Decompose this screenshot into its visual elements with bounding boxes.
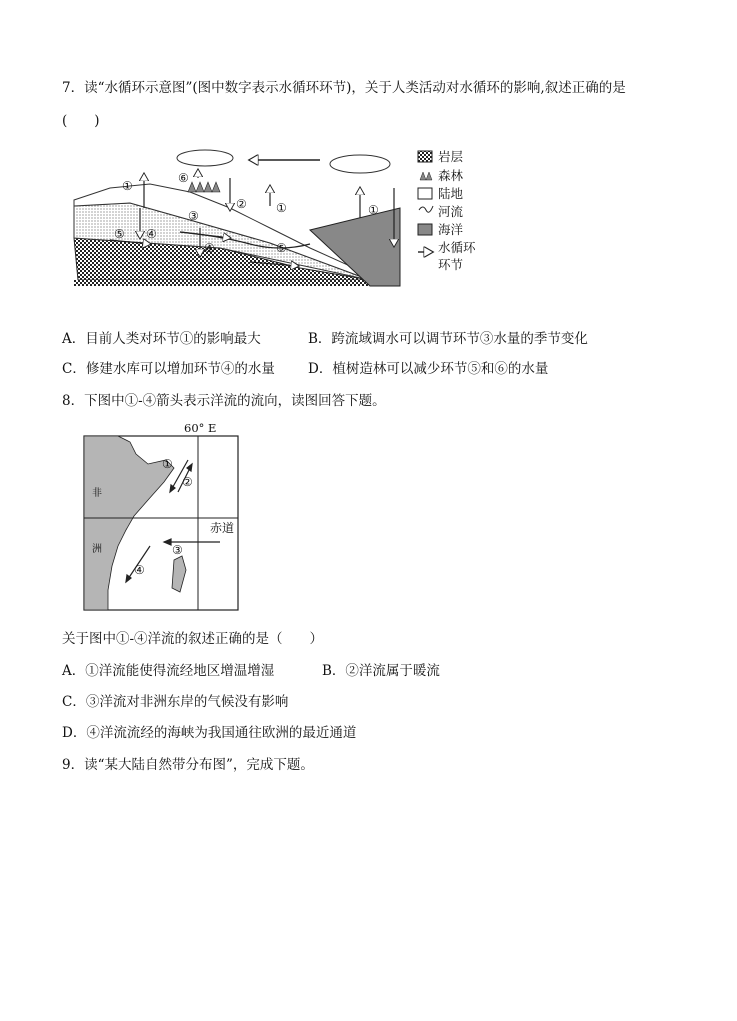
wc-label-6: ⑥ <box>178 171 189 185</box>
current-label-2: ② <box>182 475 193 489</box>
q8-option-b[interactable]: B．②洋流属于暖流 <box>322 663 440 679</box>
wc-label-5b: ⑤ <box>276 241 287 255</box>
water-cycle-diagram <box>70 148 500 306</box>
q8-option-c[interactable]: C．③洋流对非洲东岸的气候没有影响 <box>62 694 289 710</box>
q7-answer-paren: ( ) <box>62 113 100 129</box>
q8-option-d[interactable]: D．④洋流流经的海峡为我国通往欧洲的最近通道 <box>62 725 357 741</box>
legend-forest: 森林 <box>438 168 464 183</box>
wc-label-1: ① <box>122 179 133 193</box>
wc-label-1c: ① <box>368 203 379 217</box>
legend-ocean: 海洋 <box>438 222 464 237</box>
current-label-4: ④ <box>134 563 145 577</box>
current-label-3: ③ <box>172 543 183 557</box>
wc-label-3: ③ <box>188 209 199 223</box>
q8-option-a[interactable]: A．①洋流能使得流经地区增温增湿 <box>62 663 275 679</box>
q9-stem: 9．读“某大陆自然带分布图”，完成下题。 <box>62 757 314 773</box>
q7-stem: 7．读“水循环示意图”(图中数字表示水循环环节)，关于人类活动对水循环的影响,叙述正确的是 <box>62 80 626 96</box>
legend-river: 河流 <box>438 204 464 219</box>
legend-cycle-2: 环节 <box>438 257 464 272</box>
wc-label-5: ⑤ <box>114 227 125 241</box>
legend-land: 陆地 <box>438 186 464 201</box>
wc-label-1b: ① <box>276 201 287 215</box>
wc-label-2: ② <box>236 197 247 211</box>
continent-char-2: 洲 <box>92 544 102 555</box>
q7-option-b[interactable]: B．跨流域调水可以调节环节③水量的季节变化 <box>308 331 588 347</box>
q8-sub-stem: 关于图中①-④洋流的叙述正确的是（ ） <box>62 631 324 647</box>
q7-option-c[interactable]: C．修建水库可以增加环节④的水量 <box>62 361 275 377</box>
wc-label-4b: ④ <box>204 241 215 255</box>
q7-option-a[interactable]: A．目前人类对环节①的影响最大 <box>62 331 261 347</box>
ocean-current-map <box>78 420 248 615</box>
equator-label: 赤道 <box>210 521 235 535</box>
legend-rock: 岩层 <box>438 149 464 164</box>
continent-char-1: 非 <box>92 488 102 499</box>
current-label-1: ① <box>162 457 173 471</box>
legend-cycle-1: 水循环 <box>438 240 476 255</box>
q8-stem: 8．下图中①-④箭头表示洋流的流向，读图回答下题。 <box>62 393 386 409</box>
wc-label-4: ④ <box>146 227 157 241</box>
q7-option-d[interactable]: D．植树造林可以减少环节⑤和⑥的水量 <box>308 361 549 377</box>
lon-label: 60° E <box>184 421 217 435</box>
